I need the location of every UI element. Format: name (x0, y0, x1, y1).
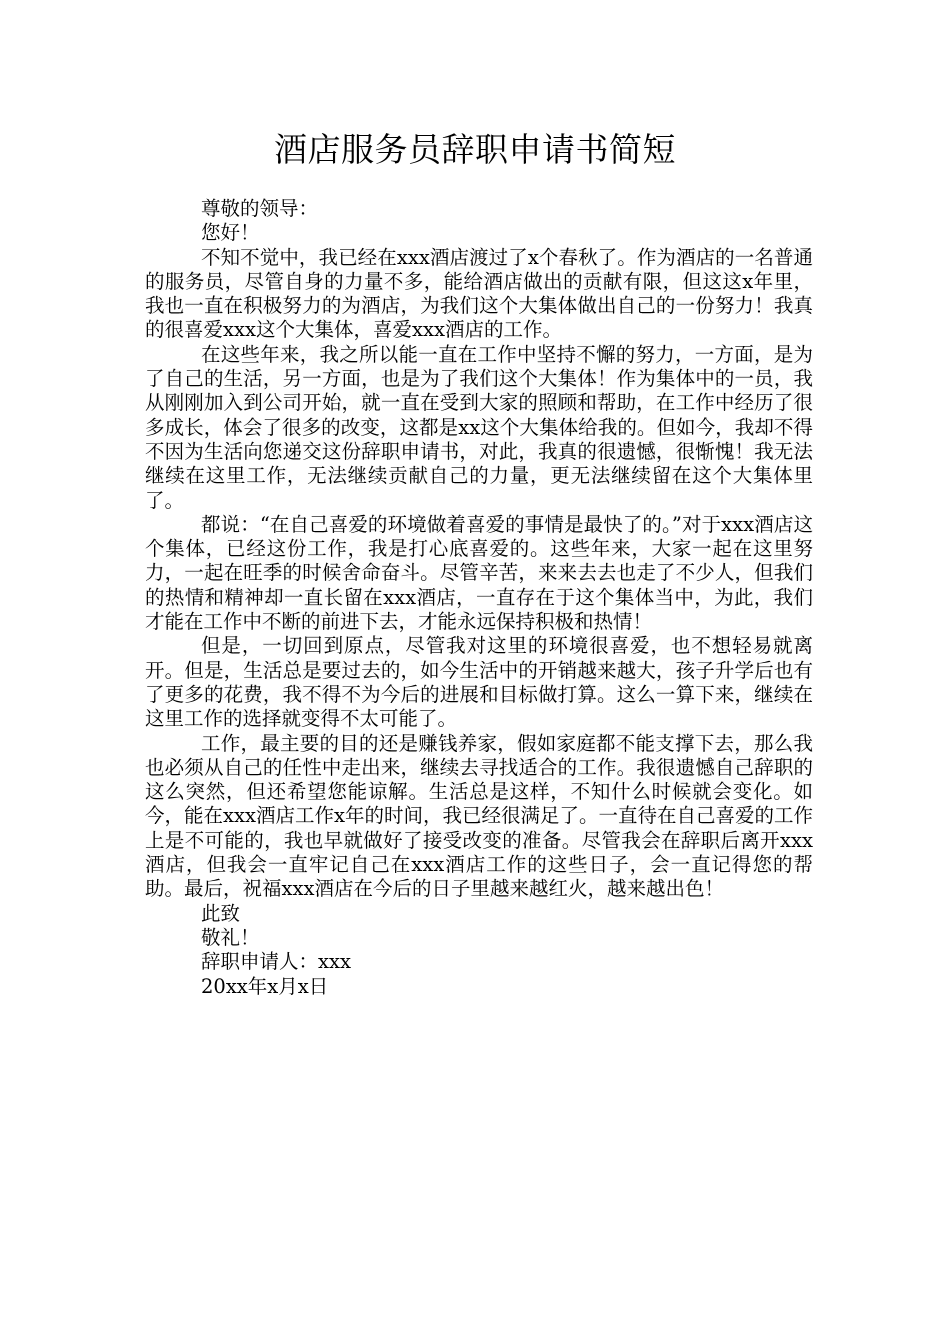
signer: 辞职申请人：xxx (201, 950, 351, 974)
letter-body (145, 197, 813, 999)
greeting: 您好！ (201, 221, 260, 245)
date: 20xx年x月x日 (201, 974, 329, 998)
paragraph-5: 工作，最主要的目的还是赚钱养家，假如家庭都不能支撑下去，那么我也必须从自己的任性中走出来，继续去寻找适合的工作。我很遗憾自己辞职的这么突然，但还希望您能谅解。生活总是这样，不知什么时候就会变化。如今，能在xxx酒店工作x年的时间，我已经很满足了。一直待在自己喜爱的工作上是不可能的，我也早就做好了接受改变的准备。尽管我会在辞职后离开xxx酒店，但我会一直牢记自己在xxx酒店工作的这些日子，会一直记得您的帮助。最后，祝福xxx酒店在今后的日子里越来越红火，越来越出色！ (145, 731, 813, 901)
paragraph-3: 都说：“在自己喜爱的环境做着喜爱的事情是最快了的。”对于xxx酒店这个集体，已经这份工作，我是打心底喜爱的。这些年来，大家一起在这里努力，一起在旺季的时候舍命奋斗。尽管辛苦，来来去去也走了不少人，但我们的热情和精神却一直长留在xxx酒店，一直存在于这个集体当中，为此，我们才能在工作中不断的前进下去，才能永远保持积极和热情！ (145, 512, 813, 634)
paragraph-1: 不知不觉中，我已经在xxx酒店渡过了x个春秋了。作为酒店的一名普通的服务员，尽管自身的力量不多，能给酒店做出的贡献有限，但这这x年里，我也一直在积极努力的为酒店，为我们这个大集体做出自己的一份努力！我真的很喜爱xxx这个大集体，喜爱xxx酒店的工作。 (145, 245, 813, 342)
document-title: 酒店服务员辞职申请书简短 (274, 130, 676, 169)
paragraph-4: 但是，一切回到原点，尽管我对这里的环境很喜爱，也不想轻易就离开。但是，生活总是要过去的，如今生活中的开销越来越大，孩子升学后也有了更多的花费，我不得不为今后的进展和目标做打算。这么一算下来，继续在这里工作的选择就变得不太可能了。 (145, 634, 813, 731)
closing-line-1: 此致 (201, 901, 241, 925)
closing-line-2: 敬礼！ (201, 925, 260, 949)
salutation: 尊敬的领导： (201, 197, 319, 220)
paragraph-2: 在这些年来，我之所以能一直在工作中坚持不懈的努力，一方面，是为了自己的生活，另一方面，也是为了我们这个大集体！作为集体中的一员，我从刚刚加入到公司开始，就一直在受到大家的照顾和帮助，在工作中经历了很多成长，体会了很多的改变，这都是xx这个大集体给我的。但如今，我却不得不因为生活向您递交这份辞职申请书，对此，我真的很遗憾，很惭愧！我无法继续在这里工作，无法继续贡献自己的力量，更无法继续留在这个大集体里了。 (145, 342, 813, 512)
